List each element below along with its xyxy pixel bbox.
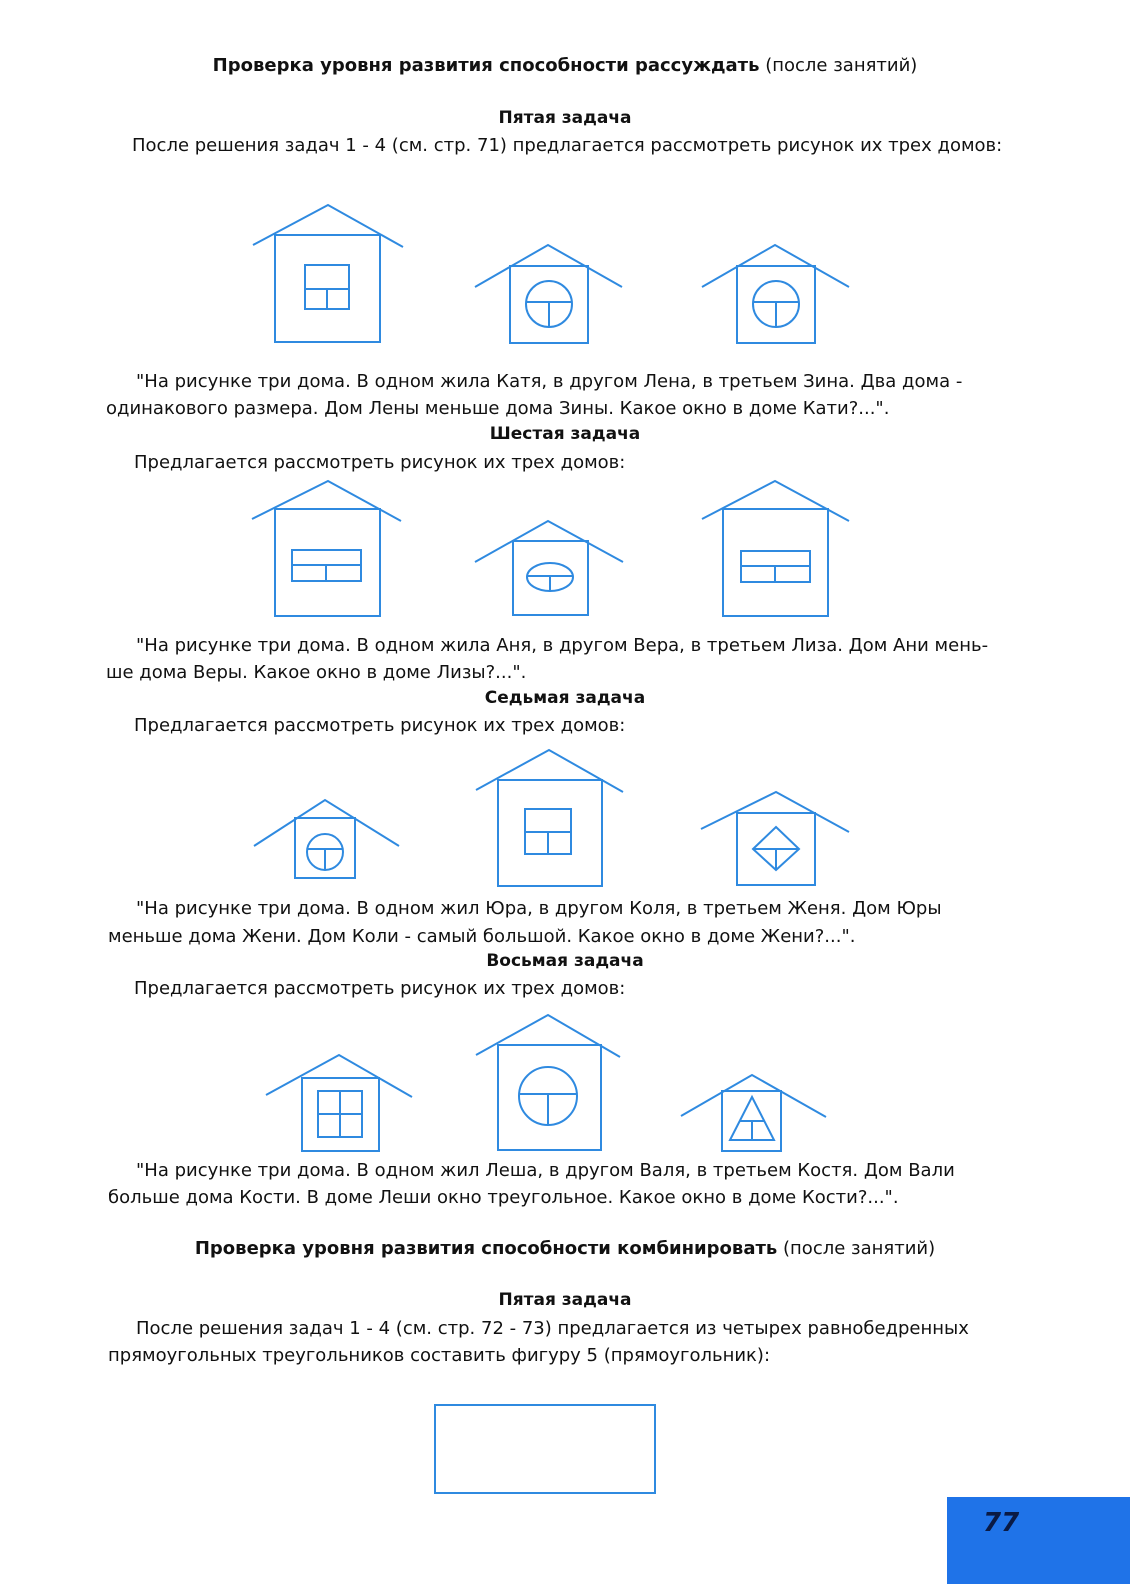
task6-title: Шестая задача <box>489 424 641 444</box>
house-wall <box>723 509 828 616</box>
task7-title: Седьмая задача <box>484 688 646 708</box>
house-roof <box>681 1075 826 1117</box>
house-roof <box>475 521 623 562</box>
task8-title: Восьмая задача <box>486 951 644 971</box>
house-wall <box>302 1078 379 1151</box>
house-wall <box>513 541 588 615</box>
house-roof <box>476 750 623 792</box>
task5-title: Пятая задача <box>498 108 632 128</box>
comb-task5-text-line2: прямоугольных треугольников составить фигуру 5 (прямоугольник): <box>108 1345 771 1366</box>
task6-house-2 <box>475 521 623 615</box>
wide-window-icon <box>292 550 361 581</box>
diamond-window-icon <box>753 827 799 870</box>
task7-text-line2: меньше дома Жени. Дом Коли - самый большой. Какое окно в доме Жени?...". <box>108 926 856 947</box>
house-wall <box>275 509 380 616</box>
task5-house-2 <box>475 245 622 343</box>
task8-house-2 <box>476 1015 620 1150</box>
house-roof <box>701 792 849 832</box>
house-wall <box>737 266 815 343</box>
house-roof <box>702 481 849 521</box>
task8-house-1 <box>266 1055 412 1151</box>
task7-house-2 <box>476 750 623 886</box>
task5-text-line2: одинакового размера. Дом Лены меньше дома Зины. Какое окно в доме Кати?...". <box>106 398 890 419</box>
round-window-icon <box>307 834 343 870</box>
four-pane-window-icon <box>318 1091 362 1137</box>
task8-intro: Предлагается рассмотреть рисунок их трех домов: <box>134 978 626 999</box>
round-window-icon <box>753 281 799 327</box>
task8-text-line1: "На рисунке три дома. В одном жил Леша, в другом Валя, в третьем Костя. Дом Вали <box>136 1160 955 1181</box>
task6-intro: Предлагается рассмотреть рисунок их трех домов: <box>134 452 626 473</box>
oval-window-icon <box>527 563 573 591</box>
task7-intro: Предлагается рассмотреть рисунок их трех домов: <box>134 715 626 736</box>
round-window-icon <box>519 1067 577 1125</box>
task5-text-line1: "На рисунке три дома. В одном жила Катя, в другом Лена, в третьем Зина. Два дома - <box>136 371 963 392</box>
section-heading-combining-normal: (после занятий) <box>783 1238 936 1259</box>
triangle-window-icon <box>730 1097 774 1140</box>
task7-house-1 <box>254 800 399 878</box>
house-roof <box>266 1055 412 1097</box>
page-number: 77 <box>983 1508 1020 1538</box>
house-roof <box>476 1015 620 1057</box>
section-heading-combining-bold: Проверка уровня развития способности комбинировать <box>194 1238 778 1259</box>
house-wall <box>510 266 588 343</box>
house-wall <box>498 780 602 886</box>
task8-house-3 <box>681 1075 826 1151</box>
task8-text-line2: больше дома Кости. В доме Леши окно треугольное. Какое окно в доме Кости?...". <box>108 1187 899 1208</box>
wide-window-icon <box>741 551 810 582</box>
section-heading-reasoning-normal: (после занятий) <box>765 55 918 76</box>
house-roof <box>475 245 622 287</box>
task6-text-line2: ше дома Веры. Какое окно в доме Лизы?...". <box>106 662 527 683</box>
house-wall <box>722 1091 781 1151</box>
house-wall <box>295 818 355 878</box>
house-roof <box>702 245 849 287</box>
task6-house-3 <box>702 481 849 616</box>
figure-5-rectangle <box>435 1405 655 1493</box>
task6-text-line1: "На рисунке три дома. В одном жила Аня, в другом Вера, в третьем Лиза. Дом Ани мень- <box>136 635 989 656</box>
square-window-icon <box>305 265 349 309</box>
house-wall <box>737 813 815 885</box>
comb-task5-title: Пятая задача <box>498 1290 632 1310</box>
house-wall <box>498 1045 601 1150</box>
section-heading-combining <box>0 1238 1130 1259</box>
task6-house-1 <box>252 481 401 616</box>
task7-text-line1: "На рисунке три дома. В одном жил Юра, в другом Коля, в третьем Женя. Дом Юры <box>136 898 942 919</box>
comb-task5-text-line1: После решения задач 1 - 4 (см. стр. 72 - 73) предлагается из четырех равнобедренных <box>136 1318 969 1339</box>
section-heading-reasoning-bold: Проверка уровня развития способности рассуждать <box>212 55 760 76</box>
house-roof <box>253 205 403 247</box>
task5-intro: После решения задач 1 - 4 (см. стр. 71) предлагается рассмотреть рисунок их трех домов: <box>132 135 1003 156</box>
house-roof <box>254 800 399 846</box>
task7-house-3 <box>701 792 849 885</box>
house-wall <box>275 235 380 342</box>
square-window-icon <box>525 809 571 854</box>
task5-house-1 <box>253 205 403 342</box>
page-number-badge <box>947 1497 1130 1584</box>
section-heading-reasoning <box>0 55 1130 76</box>
round-window-icon <box>526 281 572 327</box>
house-roof <box>252 481 401 521</box>
task5-house-3 <box>702 245 849 343</box>
